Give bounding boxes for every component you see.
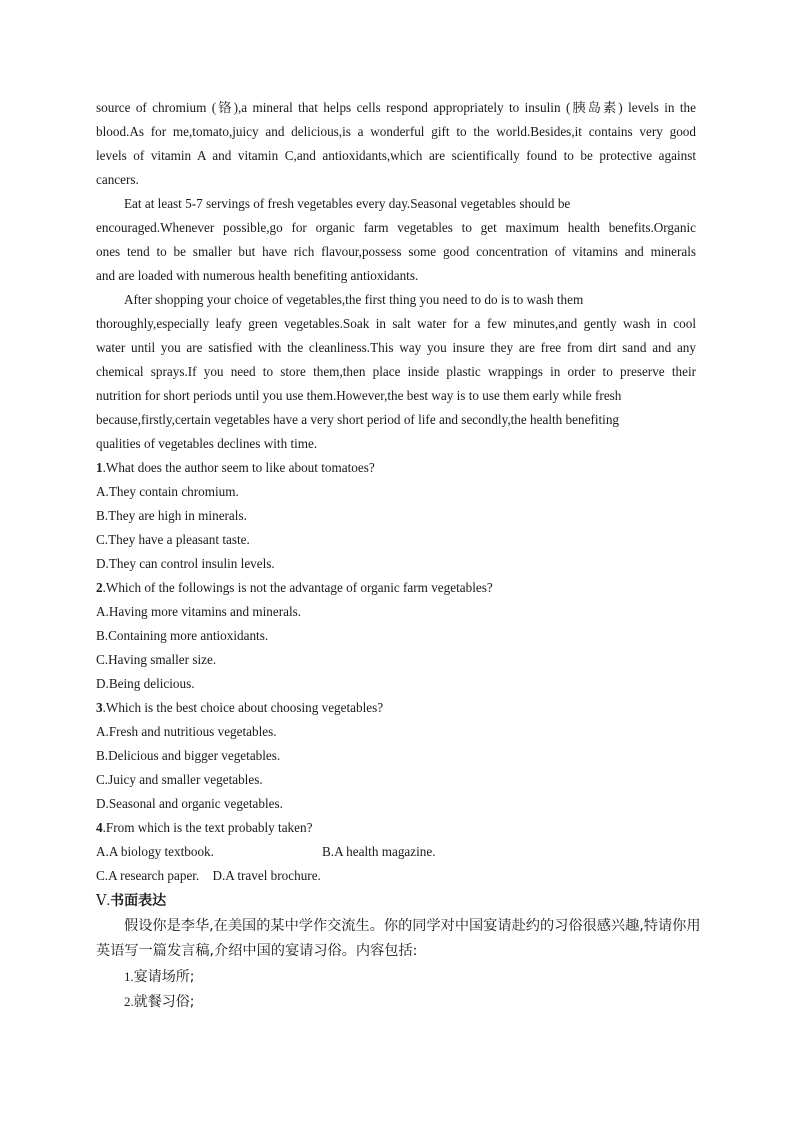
passage-line: water until you are satisfied with the cleanliness.This way you insure they are free from dirt sand and any (96, 340, 696, 355)
writing-item-number: 1. (124, 969, 134, 984)
writing-item-text: 宴请场所; (133, 969, 195, 985)
question-number: 4 (96, 820, 103, 835)
option-c: C.A research paper. (96, 868, 200, 883)
option-c: C.Juicy and smaller vegetables. (96, 772, 263, 787)
passage-paragraph-3 (96, 288, 696, 456)
passage-line: ones tend to be smaller but have rich flavour,possess some good concentration of vitamins and minerals (96, 244, 696, 259)
writing-item (96, 964, 696, 989)
passage-line: because,firstly,certain vegetables have a very short period of life and secondly,the health benefiting (96, 412, 620, 427)
question-stem (96, 576, 696, 600)
passage-line: and are loaded with numerous health benefiting antioxidants. (96, 268, 419, 283)
passage-line: qualities of vegetables declines with time. (96, 436, 318, 451)
passage-line: blood.As for me,tomato,juicy and delicious,is a wonderful gift to the world.Besides,it contains very good (96, 124, 696, 139)
option-d: D.Being delicious. (96, 676, 195, 691)
question-text: .Which is the best choice about choosing vegetables? (102, 700, 384, 715)
document-page (96, 96, 701, 1014)
question-number: 1 (96, 460, 103, 475)
writing-item-text: 就餐习俗; (133, 994, 195, 1010)
question-stem (96, 816, 696, 840)
question-1 (96, 456, 696, 576)
section-title: 书面表达 (110, 893, 167, 909)
passage-paragraph-1 (96, 96, 696, 192)
section-roman-numeral: Ⅴ. (96, 893, 111, 909)
question-number: 2 (96, 580, 103, 595)
question-stem (96, 696, 696, 720)
question-2 (96, 576, 696, 696)
option-row (96, 864, 696, 888)
passage-paragraph-2 (96, 192, 696, 288)
writing-section (96, 889, 701, 1014)
passage-line: source of chromium (铬),a mineral that helps cells respond appropriately to insulin (胰岛素) levels in the (96, 100, 696, 115)
passage-line: Eat at least 5-7 servings of fresh vegetables every day.Seasonal vegetables should be (124, 196, 571, 211)
question-text: .From which is the text probably taken? (102, 820, 313, 835)
passage-line: thoroughly,especially leafy green vegetables.Soak in salt water for a few minutes,and gently wash in cool (96, 316, 696, 331)
question-number: 3 (96, 700, 103, 715)
question-4 (96, 816, 696, 888)
writing-prompt-line: 假设你是李华,在美国的某中学作交流生。你的同学对中国宴请赴约的习俗很感兴趣,特请你用 (124, 918, 701, 934)
option-d: D.A travel brochure. (212, 868, 321, 883)
question-text: .Which of the followings is not the advantage of organic farm vegetables? (102, 580, 493, 595)
option-row (96, 840, 696, 864)
writing-item (96, 989, 696, 1014)
option-a: A.Fresh and nutritious vegetables. (96, 724, 277, 739)
option-b: B.Delicious and bigger vegetables. (96, 748, 281, 763)
section-heading (96, 889, 696, 914)
option-b: B.They are high in minerals. (96, 508, 247, 523)
option-c: C.They have a pleasant taste. (96, 532, 250, 547)
passage-line: encouraged.Whenever possible,go for organic farm vegetables to get maximum health benefits.Organic (96, 220, 696, 235)
passage-line: chemical sprays.If you need to store them,then place inside plastic wrappings in order to preserve their (96, 364, 696, 379)
passage-line: levels of vitamin A and vitamin C,and antioxidants,which are scientifically found to be protective against (96, 148, 696, 163)
option-d: D.They can control insulin levels. (96, 556, 275, 571)
writing-prompt-line: 英语写一篇发言稿,介绍中国的宴请习俗。内容包括: (96, 943, 418, 959)
option-d: D.Seasonal and organic vegetables. (96, 796, 283, 811)
option-a: A.They contain chromium. (96, 484, 239, 499)
option-a: A.A biology textbook. (96, 844, 214, 859)
writing-item-number: 2. (124, 994, 134, 1009)
option-c: C.Having smaller size. (96, 652, 217, 667)
option-b: B.Containing more antioxidants. (96, 628, 269, 643)
passage-line: After shopping your choice of vegetables,the first thing you need to do is to wash them (124, 292, 584, 307)
passage-line: nutrition for short periods until you use them.However,the best way is to use them early while fresh (96, 388, 622, 403)
option-a: A.Having more vitamins and minerals. (96, 604, 302, 619)
question-text: .What does the author seem to like about tomatoes? (102, 460, 375, 475)
question-3 (96, 696, 696, 816)
question-stem (96, 456, 696, 480)
option-b: B.A health magazine. (322, 844, 436, 859)
passage-line: cancers. (96, 172, 139, 187)
